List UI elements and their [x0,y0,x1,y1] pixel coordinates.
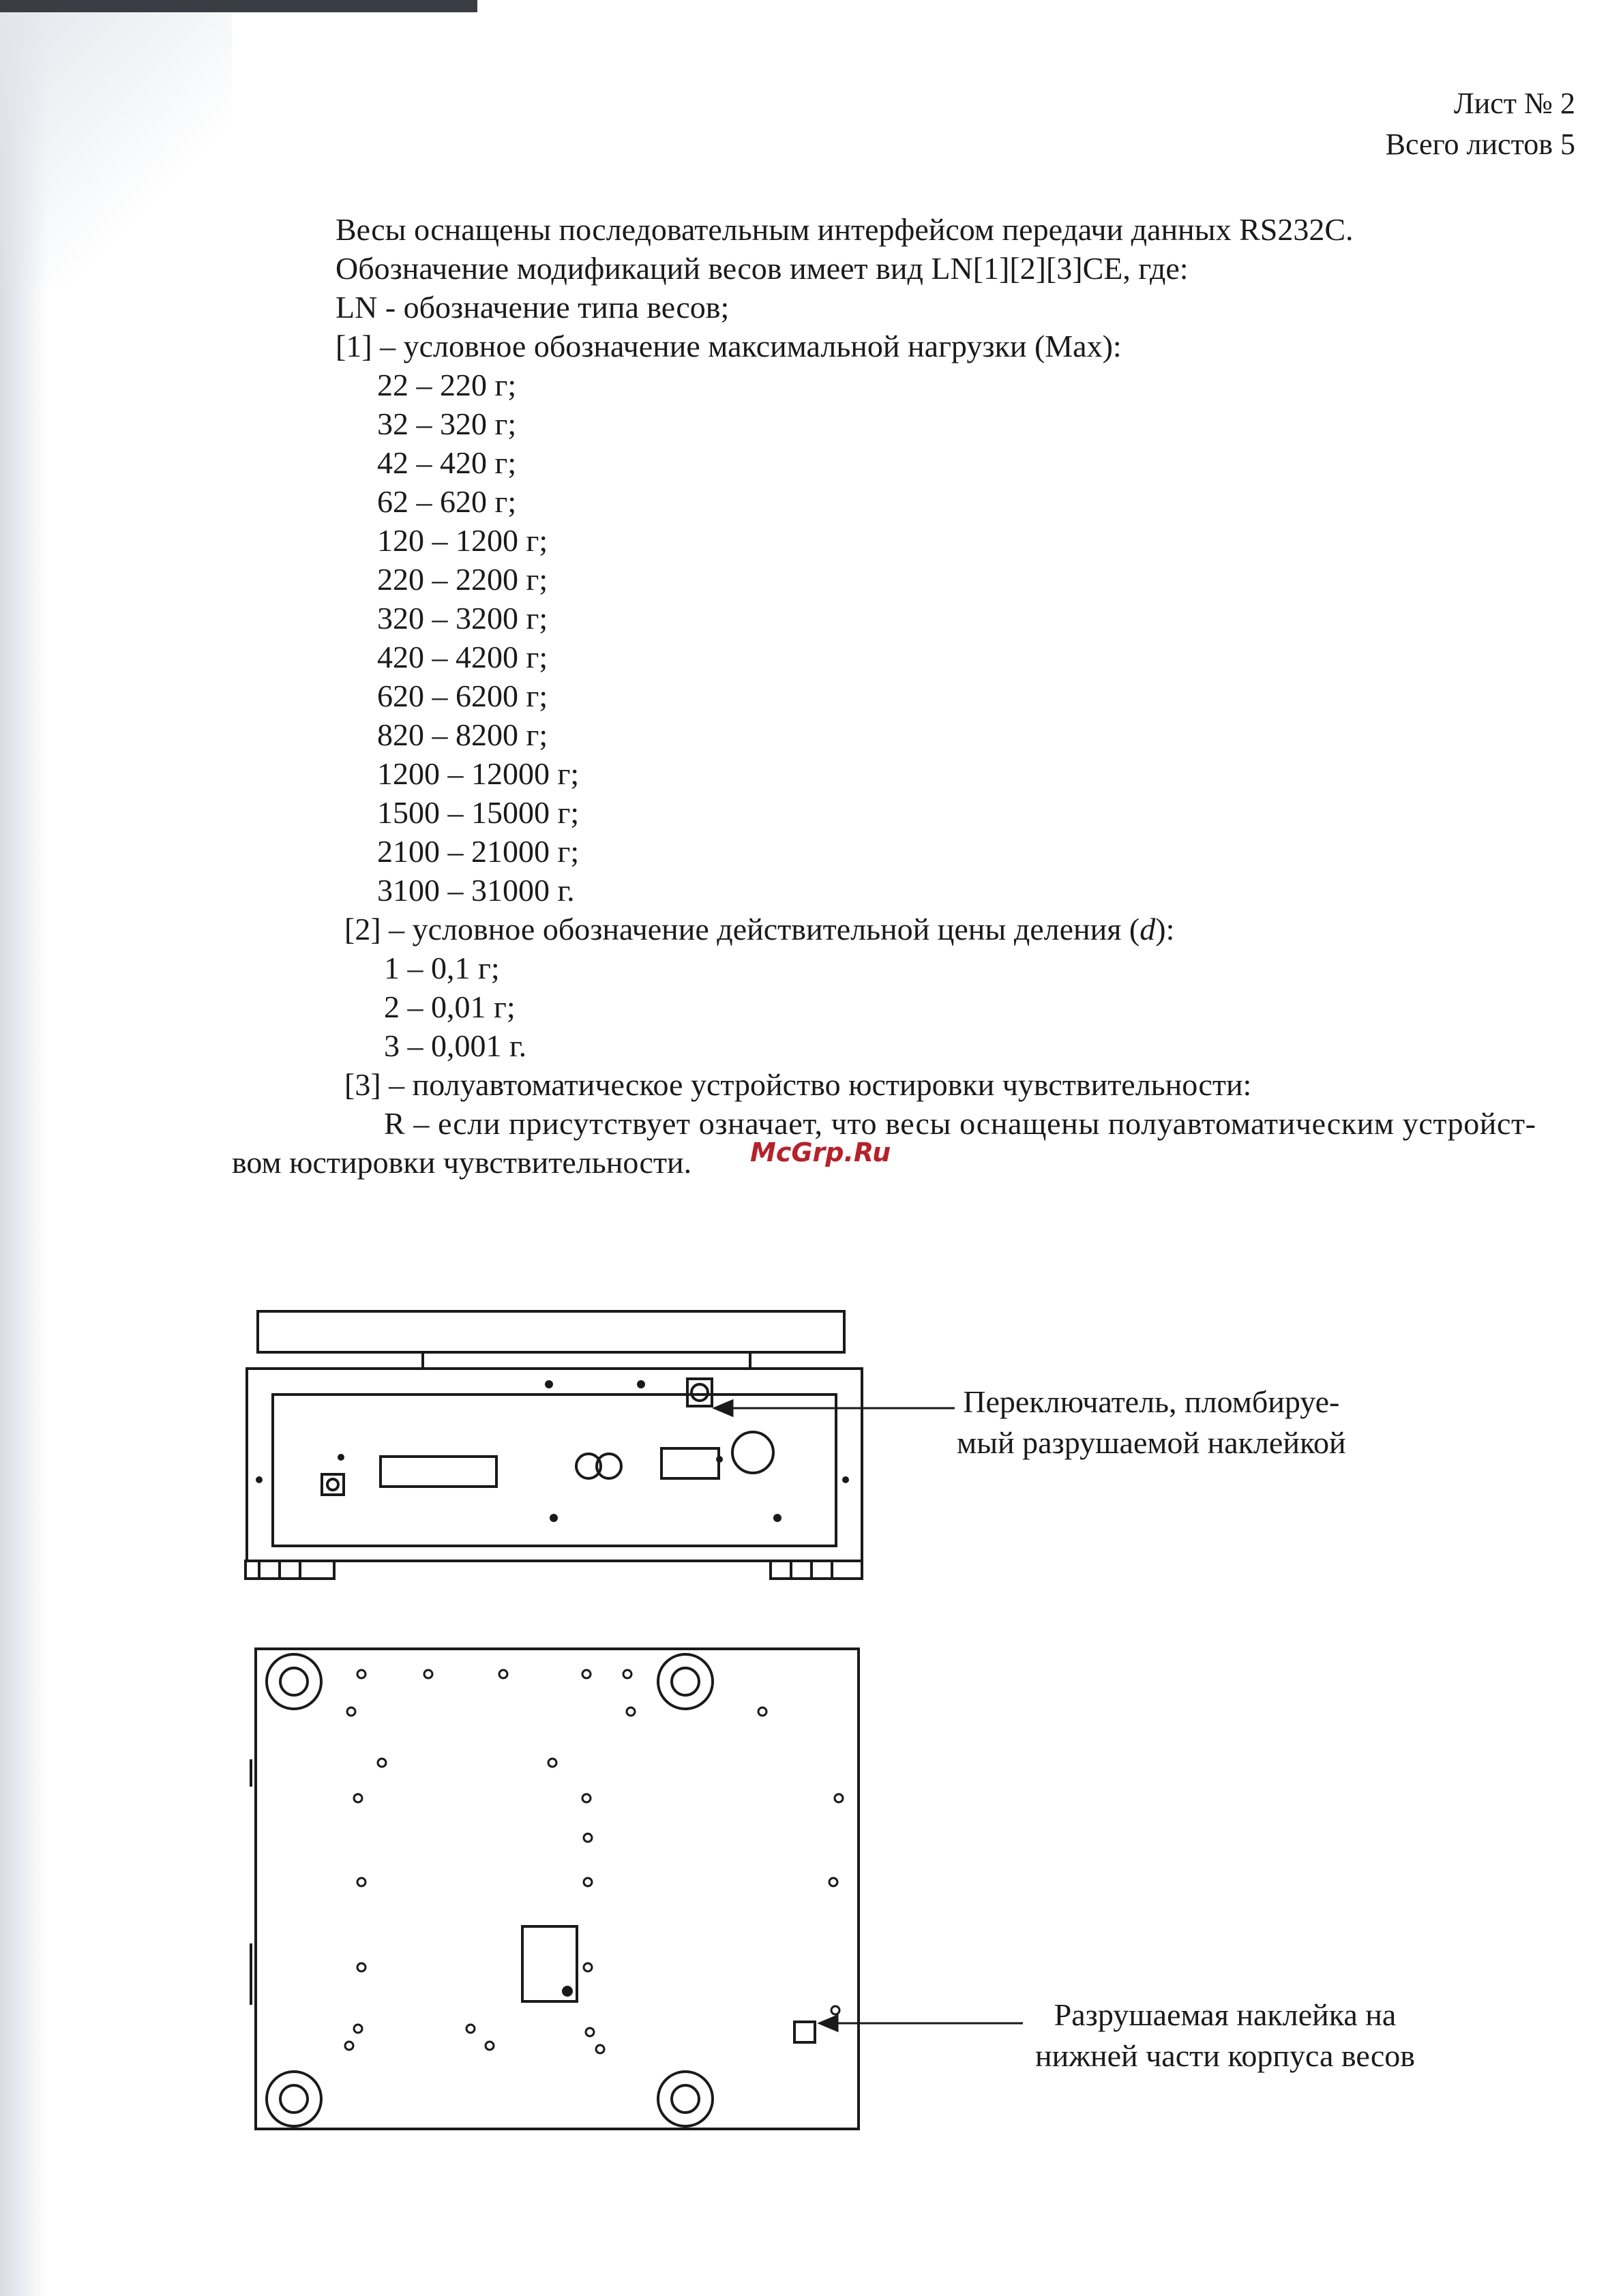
text-fragment: [2] – условное обозначение действительной цены деления ( [344,912,1140,946]
list-item: 420 – 4200 г; [377,640,548,674]
list-item: 3 – 0,001 г. [384,1028,527,1063]
list-item: 220 – 2200 г; [377,562,548,597]
text-line: Весы оснащены последовательным интерфейсом передачи данных RS232C. [336,212,1354,247]
sticker-callout [1035,1995,1415,2076]
bottom-view-holes [345,1670,843,2053]
list-item: 2 – 0,01 г; [384,989,516,1024]
list-item: 1200 – 12000 г; [377,756,580,791]
text-line: [1] – условное обозначение максимальной нагрузки (Max): [336,329,1122,363]
scale-bottom-view [251,1649,859,2129]
text-line: LN - обозначение типа весов; [336,290,730,325]
bottom-view-dot [562,1986,573,1997]
text-line: R – если присутствует означает, что весы оснащены полуавтоматическим устройст- [384,1106,1536,1141]
list-item: 320 – 3200 г; [377,601,548,636]
list-item: 2100 – 21000 г; [377,834,580,869]
rear-view-dots [256,1380,849,1522]
sheet-total: Всего листов 5 [1385,128,1575,161]
text-line: вом юстировки чувствительности. [232,1145,692,1180]
callout-line: нижней части корпуса весов [1035,2038,1416,2073]
scale-rear-view [245,1311,862,1579]
sticker-arrow [820,2016,1023,2031]
variable-d: d [1140,912,1156,946]
list-item: 620 – 6200 г; [377,679,548,713]
watermark: McGrp.Ru [750,1137,891,1167]
list-item: 820 – 8200 г; [377,717,548,752]
sheet-number: Лист № 2 [1453,87,1575,120]
callout-line: Переключатель, пломбируе- [963,1384,1340,1419]
text-line: [3] – полуавтоматическое устройство юстировки чувствительности: [344,1067,1252,1102]
list-item: 3100 – 31000 г. [377,873,575,908]
list-item: 62 – 620 г; [377,484,517,519]
list-item: 22 – 220 г; [377,368,517,402]
switch-callout [957,1382,1346,1463]
list-item: 42 – 420 г; [377,445,517,480]
callout-line: Разрушаемая наклейка на [1054,1997,1397,2032]
text-fragment: ): [1155,912,1175,946]
list-item: 1 – 0,1 г; [384,951,500,985]
list-item: 120 – 1200 г; [377,523,548,558]
text-line: Обозначение модификаций весов имеет вид LN[1][2][3]CE, где: [336,251,1189,286]
list-item: 32 – 320 г; [377,406,517,441]
callout-line: мый разрушаемой наклейкой [957,1425,1346,1460]
list-item: 1500 – 15000 г; [377,795,580,830]
